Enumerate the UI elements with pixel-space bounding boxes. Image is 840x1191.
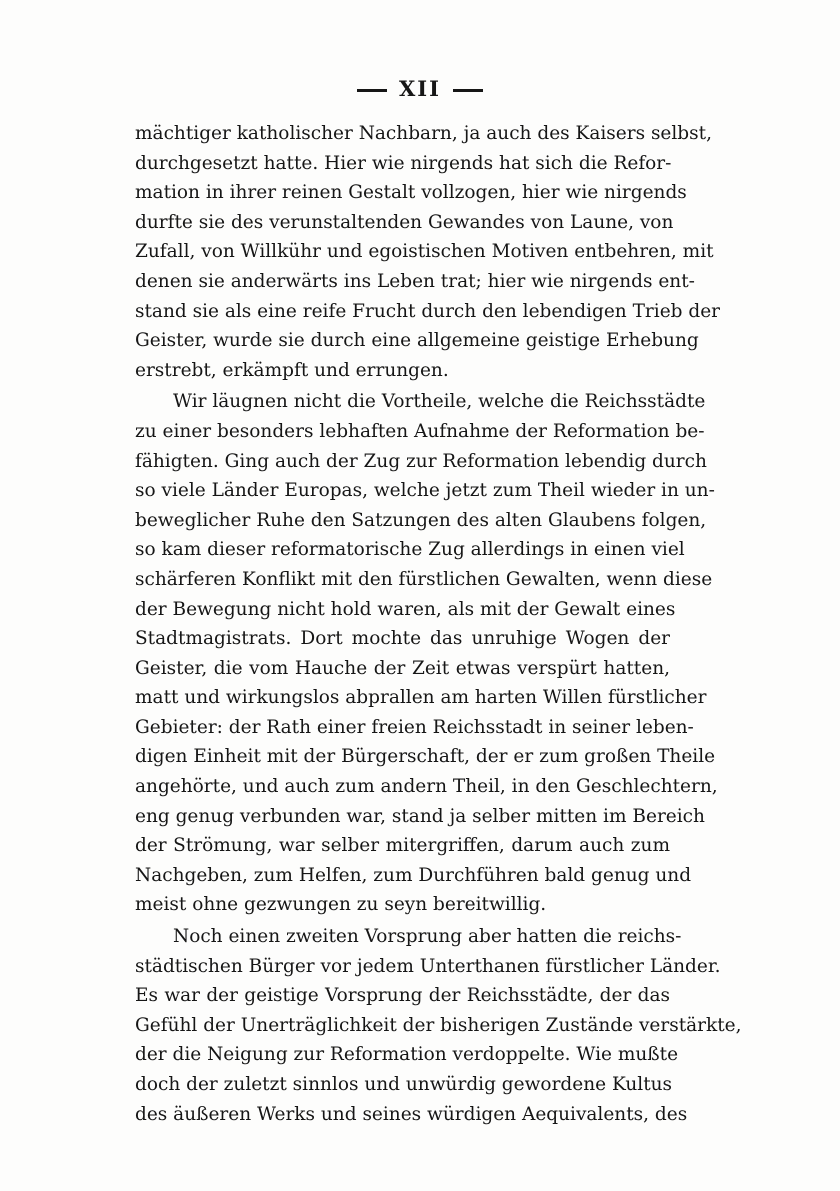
text-line: Nachgeben, zum Helfen, zum Durchführen bald genug und (135, 864, 692, 886)
page-number: XII (399, 76, 441, 101)
text-line: Gefühl der Unerträglichkeit der bisherigen Zustände verstärkte, (135, 1014, 742, 1036)
text-line: zu einer besonders lebhaften Aufnahme der Reformation be- (135, 420, 705, 442)
text-line: Geister, die vom Hauche der Zeit etwas verspürt hatten, (135, 657, 670, 679)
text-line: Zufall, von Willkühr und egoistischen Motiven entbehren, mit (135, 241, 714, 263)
text-line: meist ohne gezwungen zu seyn bereitwillig. (135, 894, 547, 916)
text-line: städtischen Bürger vor jedem Unterthanen fürstlicher Länder. (135, 955, 721, 977)
text-line: Es war der geistige Vorsprung der Reichsstädte, der das (135, 985, 670, 1007)
text-line: schärferen Konflikt mit den fürstlichen Gewalten, wenn diese (135, 568, 713, 590)
header-dash-right (453, 89, 483, 92)
text-line: mation in ihrer reinen Gestalt vollzogen, hier wie nirgends (135, 182, 687, 204)
text-line: eng genug verbunden war, stand ja selber mitten im Bereich (135, 805, 705, 827)
text-line: digen Einheit mit der Bürgerschaft, der er zum großen Theile (135, 746, 716, 768)
text-line: durfte sie des verunstaltenden Gewandes von Laune, von (135, 211, 674, 233)
header-dash-left (357, 89, 387, 92)
text-line: der Strömung, war selber mitergriffen, darum auch zum (135, 835, 670, 857)
text-line: beweglicher Ruhe den Satzungen des alten Glaubens folgen, (135, 509, 707, 531)
text-line: matt und wirkungslos abprallen am harten Willen fürstlicher (135, 687, 707, 709)
text-line: der die Neigung zur Reformation verdoppelte. Wie mußte (135, 1044, 679, 1066)
text-line: fähigten. Ging auch der Zug zur Reformation lebendig durch (135, 450, 707, 472)
text-line: der Bewegung nicht hold waren, als mit der Gewalt eines (135, 598, 676, 620)
text-line: angehörte, und auch zum andern Theil, in den Geschlechtern, (135, 776, 718, 798)
text-line: Wir läugnen nicht die Vortheile, welche die Reichsstädte (173, 391, 706, 413)
page-header (0, 76, 840, 101)
text-line: Stadtmagistrats. Dort mochte das unruhige Wogen der (135, 628, 670, 650)
paragraph-1 (135, 119, 720, 385)
paragraph-2 (135, 387, 718, 920)
text-line: denen sie anderwärts ins Leben trat; hier wie nirgends ent- (135, 270, 695, 292)
text-line: Geister, wurde sie durch eine allgemeine geistige Erhebung (135, 330, 699, 352)
text-line: so kam dieser reformatorische Zug allerdings in einen viel (135, 539, 685, 561)
text-line: doch der zuletzt sinnlos und unwürdig gewordene Kultus (135, 1074, 673, 1095)
text-line: stand sie als eine reife Frucht durch den lebendigen Trieb der (135, 300, 720, 322)
text-line: des äußeren Werks und seines würdigen Aequivalents, des (135, 1103, 688, 1125)
text-line: erstrebt, erkämpft und errungen. (135, 359, 449, 381)
text-line: Gebieter: der Rath einer freien Reichsstadt in seiner leben- (135, 716, 694, 738)
body-text (135, 119, 742, 1129)
paragraph-3 (135, 922, 742, 1129)
text-line: durchgesetzt hatte. Hier wie nirgends hat sich die Refor- (135, 152, 672, 174)
text-line: Noch einen zweiten Vorsprung aber hatten die reichs- (173, 926, 682, 948)
text-line: mächtiger katholischer Nachbarn, ja auch des Kaisers selbst, (135, 123, 712, 144)
text-line: so viele Länder Europas, welche jetzt zum Theil wieder in un- (135, 480, 715, 502)
